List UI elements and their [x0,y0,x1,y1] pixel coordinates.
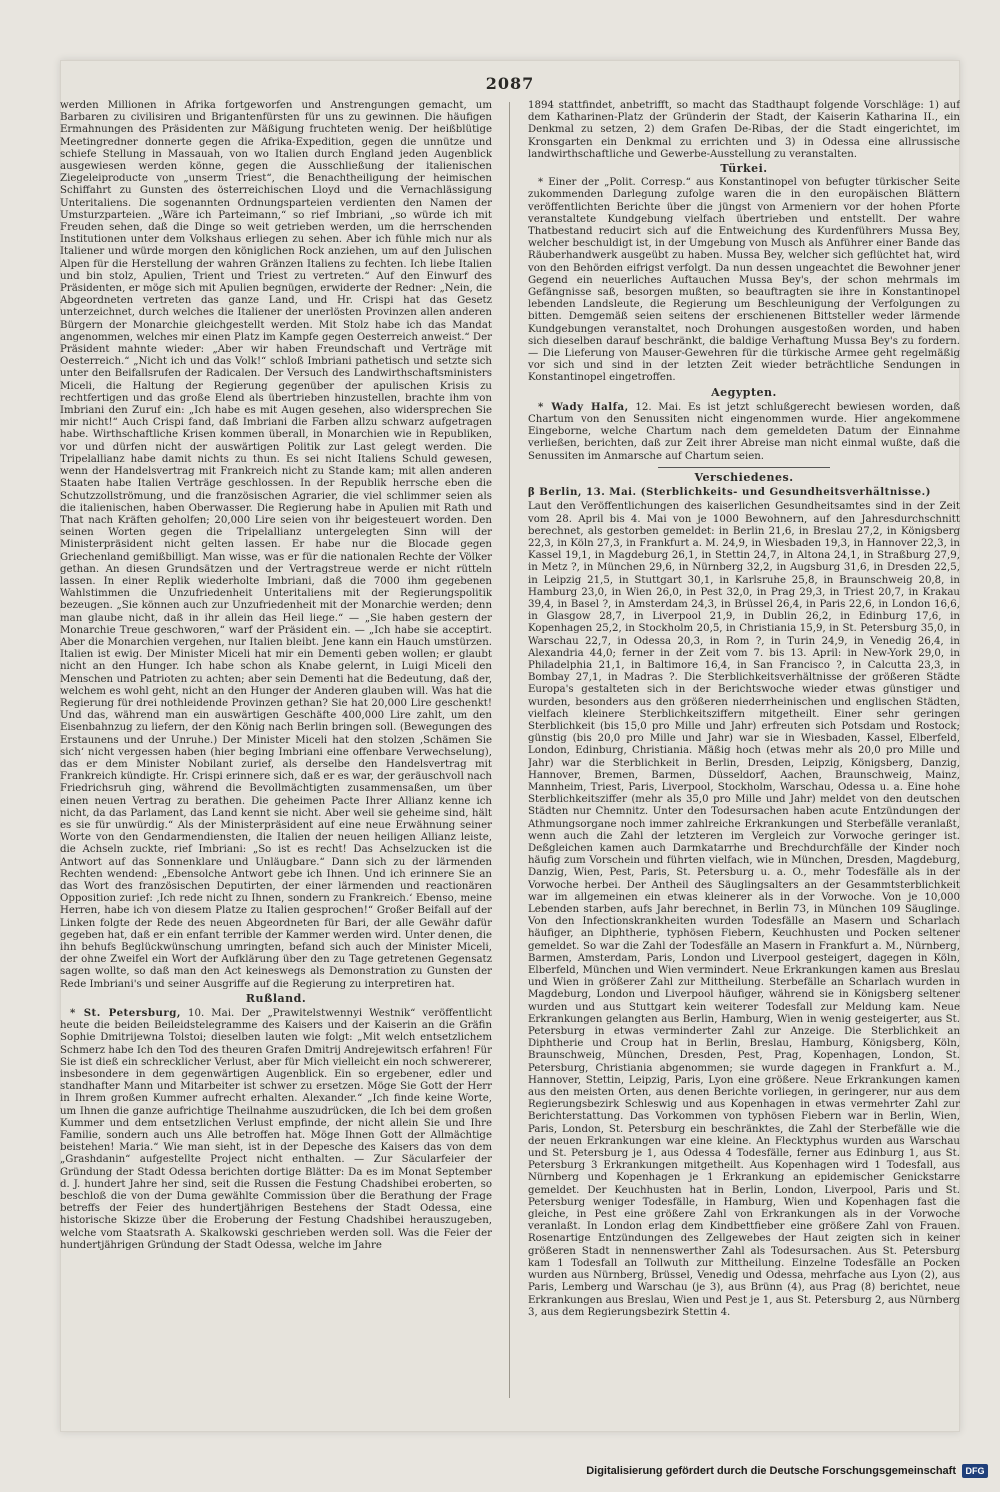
subhead: 13. Mai. (Sterblichkeits- und Gesundheitsverhältnisse.) [581,486,931,499]
section-divider [658,467,831,468]
russland-article [60,1007,492,1252]
dateline: * Wady Halfa, [538,400,629,413]
article-text: 10. Mai. Der „Prawitelstwennyi Westnik“ veröffentlicht heute die beiden Beileidstelegramme des Kaisers und der Kaiserin an die Gräfin Sophie Dmitrijewna Tolstoi; dieselben lauten wie folgt: „Mit welch entsetzlichem Schmerz habe Ich den Tod des theuren Grafen Dmitrij Andrejewitsch erfahren! Für Sie ist dieß ein schrecklicher Verlust, aber für Mich vielleicht ein noch schwererer, insbesondere in dem gegenwärtigen Augenblick. Ein so ergebener, edler und standhafter Mann und Mitarbeiter ist schwer zu ersetzen. Möge Sie Gott der Herr in Ihrem großen Kummer aufrecht erhalten. Alexander.“ „Ich finde keine Worte, um Ihnen die ganze aufrichtige Theilnahme auszudrücken, die Ich bei dem großen Kummer und dem entsetzlichen Verlust empfinde, der nicht allein Sie und Ihre Familie, sondern auch uns Alle betroffen hat. Möge Ihnen Gott der Allmächtige beistehen! Maria.“ Wie man sieht, ist in der Depesche des Kaisers das von dem „Grashdanin“ aufgestellte Project nicht enthalten. — Zur Säcularfeier der Gründung der Stadt Odessa berichten dortige Blätter: Da es im Monat September d. J. hundert Jahre her sind, seit die Russen die Festung Chadshibei eroberten, so beschloß die von der Duma gewählte Commission über die Berathung der Frage betreffs der Feier des hundertjährigen Bestehens der Stadt Odessa, eine historische Skizze über die Eroberung der Festung Chadshibei herauszugeben, welche vom Staatsrath A. Skalkowski geschrieben werden soll. Was die Feier der hundertjährigen Gründung der Stadt Odessa, welche im Jahre [60,1008,492,1251]
section-heading-verschiedenes: Verschiedenes. [694,470,794,484]
left-column [60,100,492,1400]
section-heading-tuerkei: Türkei. [720,162,768,176]
article-paragraph: werden Millionen in Afrika fortgeworfen und Anstrengungen gemacht, um Barbaren zu civilisiren und Brigantenfürsten für uns zu gewinnen. Die häufigen Ermahnungen des Präsidenten zur Mäßigung fruchteten wenig. Der heißblütige Meetingredner donnerte gegen die Afrika-Expedition, gegen die unnütze und schiefe Stellung in Massauah, von wo Italien durch England jeden Augenblick ausgewiesen werden könne, gegen die Ausschließung der italienischen Ziegeleiproducte von „unserm Triest“, die Benachtheiligung der heimischen Schiffahrt zu Gunsten des österreichischen Lloyd und die Vernachlässigung Unteritaliens. Die sogenannten Ordnungsparteien verdienten den Namen der Umsturzparteien. „Wäre ich Parteimann,“ so rief Imbriani, „so würde ich mit Freuden sehen, daß die Dinge so weit getrieben werden, um die herrschenden Institutionen unter dem Volkshaus erliegen zu sehen. Aber ich fühle mich nur als Italiener und würde morgen den königlichen Rock anziehen, um auf den Julischen Alpen für die Herstellung der wahren Gränzen Italiens zu fechten. Ich liebe Italien und bin stolz, Apulien, Trient und Triest zu vertreten.“ Auf den Einwurf des Präsidenten, er möge sich mit Apulien begnügen, erwiderte der Redner: „Nein, die Abgeordneten vertreten das ganze Land, und Hr. Crispi hat das Gesetz unterzeichnet, durch welches die Italiener der unerlösten Provinzen allen anderen Bürgern der Monarchie gleichgestellt werden. Mit Stolz habe ich das Mandat angenommen, welches mir einen Platz im Kampfe gegen Oesterreich anweist.“ Der Präsident mahnte wieder: „Aber wir haben Freundschaft und Verträge mit Oesterreich.“ „Nicht ich und das Volk!“ schloß Imbriani pathetisch und setzte sich unter den Beifallsrufen der Radicalen. Der Versuch des Landwirthschaftsministers Miceli, die Haltung der Regierung gegenüber der apulischen Krisis zu rechtfertigen und das große Elend als übertrieben hinzustellen, brachte ihm von Imbriani den Zuruf ein: „Ich habe es mit Augen gesehen, also widersprechen Sie mir nicht!“ Auch Crispi fand, daß Imbriani die Farben allzu schwarz aufgetragen habe. Wirthschaftliche Krisen kommen überall, in Monarchien wie in Republiken, vor und dürfen nicht der auswärtigen Politik zur Last gelegt werden. Die Tripelallianz habe damit nichts zu thun. Es sei nicht Italiens Schuld gewesen, wenn der Handelsvertrag mit Frankreich nicht zu Stande kam; mit allen anderen Staaten habe Italien Verträge geschlossen. In der Republik herrsche eben die Schutzzollströmung, und die französischen Agrarier, die viel schlimmer seien als die italienischen, haben Oberwasser. Die Regierung habe in Apulien mit Rath und That nach Kräften geholfen; 20,000 Lire seien von ihr beigesteuert worden. Den seinen Worten gegen die Tripelallianz untergelegten Sinn will der Ministerpräsident nicht gelten lassen. Er habe nur die Blocade gegen Griechenland gemißbilligt. Man wisse, was er für die nationalen Rechte der Völker gethan. An diesen Grundsätzen und der Vertragstreue werde er nicht rütteln lassen. In einer Replik wiederholte Imbriani, daß die 7000 ihm gegebenen Wahlstimmen die Unzufriedenheit Unteritaliens mit der Regierungspolitik bezeugen. „Sie können auch zur Unzufriedenheit mit der Monarchie werden; denn man glaube nicht, daß in ihr allein das Heil liege.“ — „Sie haben gestern der Monarchie Treue geschworen,“ warf der Präsident ein. — „Ich habe sie acceptirt. Aber die Monarchien vergehen, nur Italien bleibt. Jene kann ein Hauch umstürzen. Italien ist ewig. Der Minister Miceli hat mir ein Dementi geben wollen; er glaubt nicht an den Hunger. Ich habe schon als Knabe gelernt, in Luigi Miceli den Menschen und Patrioten zu achten; aber sein Dementi hat die Bedeutung, daß der, welchem es wohl geht, nicht an den Hunger der Anderen glauben will. Was hat die Regierung für drei nothleidende Provinzen gethan? Sie hat 20,000 Lire geschenkt! Und das, während man ein auswärtigen Geschäfte 400,000 Lire zahlt, um den Eisenbahnzug zu liefern, der den König nach Berlin bringen soll. (Bewegungen des Erstaunens und der Unruhe.) Der Minister Miceli hat den stolzen ‚Schämen Sie sich‘ nicht vergessen haben (hier beging Imbriani eine offenbare Verwechselung), das er dem Minister Nobilant zurief, als derselbe den Handelsvertrag mit Frankreich kündigte. Hr. Crispi erinnere sich, daß er es war, der geräuschvoll nach Friedrichsruh ging, während die Bevollmächtigten zusammensaßen, um über einen neuen Vertrag zu berathen. Die geheimen Pacte Ihrer Allianz kenne ich nicht, da das Parlament, das Land kennt sie nicht. Aber weil sie geheime sind, hält es sie für unwürdig.“ Als der Ministerpräsident auf eine neue Erwähnung seiner Worte von den Gendarmendiensten, die Italien der neuen heiligen Allianz leiste, die Achseln zuckte, rief Imbriani: „So ist es recht! Das Achselzucken ist die Antwort auf das Sonnenklare und Unläugbare.“ Dann sich zu der lärmenden Rechten wendend: „Ebensolche Antwort gebe ich Ihnen. Und ich erinnere Sie an das Wort des französischen Deputirten, der einer lärmenden und reactionären Opposition zurief: ‚Ich rede nicht zu Ihnen, sondern zu Frankreich.‘ Ebenso, meine Herren, habe ich von diesem Platze zu Italien gesprochen!“ Großer Beifall auf der Linken folgte der Rede des neuen Abgeordneten für Bari, der alle Gewähr dafür gegeben hat, daß er ein enfant terrible der Kammer werden wird. Unter denen, die ihn behufs Beglückwünschung umringten, befand sich auch der Minister Miceli, der ohne Zweifel ein Wort der Aufklärung über den zu Tage getretenen Gegensatz sagen wollte, so daß man den Act keineswegs als Demonstration zu Gunsten der Rede Imbriani's und seiner Ausgriffe auf die Regierung zu interpretiren hat. [60,100,492,990]
dateline: * St. Petersburg, [70,1007,181,1020]
aegypten-article [528,401,960,463]
section-heading-russland: Rußland. [245,991,307,1005]
footer-text: Digitalisierung gefördert durch die Deutsche Forschungsgemeinschaft [586,1465,956,1477]
right-column [528,100,960,1400]
page-number: 2087 [485,74,535,93]
dateline: β Berlin, [528,486,582,499]
section-heading-aegypten: Aegypten. [711,385,777,399]
verschiedenes-dateline [528,486,960,499]
footer-credit [586,1464,988,1478]
newspaper-page [60,60,960,1432]
dfg-logo: DFG [962,1464,988,1478]
verschiedenes-article: Laut den Veröffentlichungen des kaiserlichen Gesundheitsamtes sind in der Zeit vom 28. April bis 4. Mai von je 1000 Bewohnern, auf den Jahresdurchschnitt berechnet, als gestorben gemeldet: in Berlin 21,6, in Breslau 27,2, in Königsberg 22,3, in Köln 27,3, in Frankfurt a. M. 24,9, in Wiesbaden 19,3, in Hannover 22,3, in Kassel 19,1, in Magdeburg 26,1, in Stettin 24,7, in Altona 24,1, in Straßburg 27,9, in Metz ?, in München 29,6, in Nürnberg 32,2, in Augsburg 31,6, in Dresden 22,5, in Leipzig 21,5, in Stuttgart 30,1, in Karlsruhe 25,8, in Braunschweig 20,8, in Hamburg 23,0, in Wien 26,0, in Pest 32,0, in Prag 29,3, in Triest 20,7, in Krakau 39,4, in Basel ?, in Amsterdam 24,3, in Brüssel 26,4, in Paris 22,6, in London 16,6, in Glasgow 28,7, in Liverpool 21,9, in Dublin 26,2, in Edinburg 17,6, in Kopenhagen 25,2, in Stockholm 20,5, in Christiania 15,9, in St. Petersburg 35,0, in Warschau 22,7, in Odessa 20,3, in Rom ?, in Turin 24,9, in Venedig 26,4, in Alexandria 44,0; ferner in der Zeit vom 7. bis 13. April: in New-York 29,0, in Philadelphia 21,1, in Baltimore 16,4, in San Francisco ?, in Calcutta 23,3, in Bombay 27,1, in Madras ?. Die Sterblichkeitsverhältnisse der größeren Städte Europa's gestalteten sich in der Berichtswoche wieder etwas günstiger und wurden, besonders aus den größeren niederrheinischen und englischen Städten, vielfach kleinere Sterblichkeitsziffern mitgetheilt. Einer sehr geringen Sterblichkeit (bis 15,0 pro Mille und Jahr) erfreuten sich Potsdam und Rostock; günstig (bis 20,0 pro Mille und Jahr) war sie in Wiesbaden, Kassel, Elberfeld, London, Edinburg, Christiania. Mäßig hoch (etwas mehr als 20,0 pro Mille und Jahr) war die Sterblichkeit in Berlin, Dresden, Leipzig, Königsberg, Danzig, Hannover, Bremen, Barmen, Düsseldorf, Aachen, Braunschweig, Mainz, Mannheim, Triest, Paris, Liverpool, Stockholm, Warschau, Odessa u. a. Eine hohe Sterblichkeitsziffer (mehr als 35,0 pro Mille und Jahr) meldet von den deutschen Städten nur Chemnitz. Unter den Todesursachen haben acute Entzündungen der Athmungsorgane noch immer zahlreiche Erkrankungen und Sterbefälle veranlaßt, wenn auch die Zahl der letzteren im Vergleich zur Vorwoche geringer ist. Deßgleichen kamen auch Darmkatarrhe und Brechdurchfälle der Kinder noch häufig zum Vorschein und führten vielfach, wie in München, Dresden, Magdeburg, Danzig, Wien, Pest, Paris, St. Petersburg u. a. O., mehr Todesfälle als in der Vorwoche herbei. Der Antheil des Säuglingsalters an der Gesammtsterblichkeit war im allgemeinen ein etwas kleinerer als in der Vorwoche. Von je 10,000 Lebenden starben, aufs Jahr berechnet, in Berlin 73, in München 109 Säuglinge. Von den Infectionskrankheiten wurden Todesfälle an Masern und Scharlach häufiger, an Diphtherie, typhösen Fiebern, Keuchhusten und Pocken seltener gemeldet. So war die Zahl der Todesfälle an Masern in Frankfurt a. M., Nürnberg, Barmen, Amsterdam, Paris, London und Liverpool gesteigert, dagegen in Köln, Elberfeld, München und Wien vermindert. Neue Erkrankungen kamen aus Breslau und Wien in größerer Zahl zur Mittheilung. Sterbefälle an Scharlach wurden in Magdeburg, London und Liverpool häufiger, während sie in Königsberg seltener wurden und aus Stuttgart kein weiterer Todesfall zur Meldung kam. Neue Erkrankungen gelangten aus Berlin, Hamburg, Wien in wenig gesteigerter, aus St. Petersburg in etwas verminderter Zahl zur Anzeige. Die Sterblichkeit an Diphtherie und Croup hat in Berlin, Breslau, Hamburg, Königsberg, Köln, Braunschweig, München, Dresden, Pest, Prag, Kopenhagen, London, St. Petersburg, Christiania abgenommen; sie wurde dagegen in Frankfurt a. M., Hannover, Stettin, Leipzig, Paris, Lyon eine größere. Neue Erkrankungen kamen aus den meisten Orten, aus denen Berichte vorliegen, in geringerer, nur aus dem Regierungsbezirk Schleswig und aus Kopenhagen in etwas vermehrter Zahl zur Berichterstattung. Das Vorkommen von typhösen Fiebern war in Berlin, Wien, Paris, London, St. Petersburg ein beschränktes, die Zahl der Sterbefälle wie die der neuen Erkrankungen war eine kleine. An Flecktyphus wurden aus Warschau und St. Petersburg je 1, aus Odessa 4 Todesfälle, ferner aus Edinburg 1, aus St. Petersburg 3 Erkrankungen mitgetheilt. Aus Kopenhagen wird 1 Todesfall, aus Nürnberg und Kopenhagen je 1 Erkrankung an epidemischer Genickstarre gemeldet. Der Keuchhusten hat in Berlin, London, Liverpool, Paris und St. Petersburg weniger Todesfälle, in Hamburg, Wien und Kopenhagen fast die gleiche, in Pest eine größere Zahl von Erkrankungen als in der Vorwoche veranlaßt. In London erlag dem Kindbettfieber eine größere Zahl von Frauen. Rosenartige Entzündungen des Zellgewebes der Haut zeigten sich in keiner größeren Stadt in nennenswerther Zahl als Todesursachen. Aus St. Petersburg kam 1 Todesfall an Tollwuth zur Mittheilung. Einzelne Todesfälle an Pocken wurden aus Nürnberg, Brüssel, Venedig und Odessa, mehrfache aus Lyon (2), aus Paris, Lemberg und Warschau (je 3), aus Brünn (4), aus Prag (8) berichtet, neue Erkrankungen aus Breslau, Wien und Pest je 1, aus St. Petersburg 2, aus Nürnberg 3, aus dem Regierungsbezirk Stettin 4. [528,501,960,1318]
article-paragraph: 1894 stattfindet, anbetrifft, so macht das Stadthaupt folgende Vorschläge: 1) auf dem Katharinen-Platz der Gründerin der Stadt, der Kaiserin Katharina II., ein Denkmal zu setzen, 2) dem Grafen De-Ribas, der die Stadt eingerichtet, im Kronsgarten ein Denkmal zu errichten und 3) in Odessa eine allrussische landwirthschaftliche und Gewerbe-Ausstellung zu veranstalten. [528,100,960,160]
column-divider [509,102,510,1398]
article-text: 12. Mai. Es ist jetzt schlußgerecht bewiesen worden, daß Chartum von den Senussiten nicht eingenommen wurde. Hier angekommene Eingeborne, welche Chartum nach dem gemeldeten Datum der Einnahme verließen, berichten, daß zur Zeit ihrer Abreise man nicht einmal wußte, daß die Senussiten im Anmarsche auf Chartum seien. [528,401,960,462]
tuerkei-article: * Einer der „Polit. Corresp.“ aus Konstantinopel von befugter türkischer Seite zukommenden Darlegung zufolge waren die in den europäischen Blättern veröffentlichten Berichte über die jüngst von Armeniern vor der hohen Pforte veranstaltete Kundgebung vielfach übertrieben und entstellt. Der wahre Thatbestand reducirt sich auf die Entweichung des Kurdenführers Mussa Bey, welcher beschuldigt ist, in der Umgebung von Musch als Anführer einer Bande das Räuberhandwerk ausgeübt zu haben. Mussa Bey, welcher sich geflüchtet hat, wird von den Behörden eifrigst verfolgt. Da nun dessen ungeachtet die Bewohner jener Gegend ein neuerliches Auftauchen Mussa Bey's, der schon mehrmals im Gefängnisse saß, besorgen mußten, so beauftragten sie ihre in Konstantinopel lebenden Landsleute, die Regierung um Beschleunigung der Verfolgungen zu bitten. Demgemäß seien seitens der erschienenen Bittsteller weder lärmende Kundgebungen veranstaltet, noch Drohungen ausgestoßen worden, und haben sich dieselben darauf beschränkt, die baldige Verhaftung Mussa Bey's zu fordern. — Die Lieferung von Mauser-Gewehren für die türkische Armee geht regelmäßig vor sich und sind in der letzten Zeit wieder beträchtliche Sendungen in Konstantinopel eingetroffen. [528,177,960,384]
